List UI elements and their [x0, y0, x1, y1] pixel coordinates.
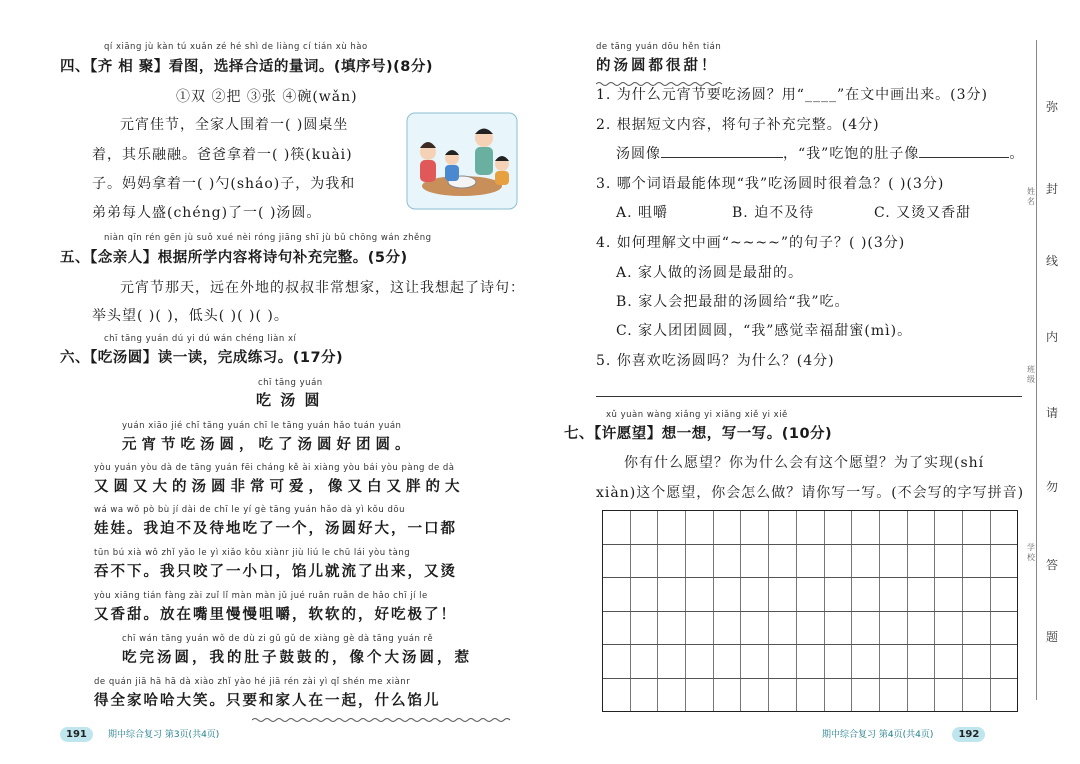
story-py-1: yuán xiāo jié chī tāng yuán chī le tāng yuán hǎo tuán yuán [122, 421, 402, 431]
seal-margin [1027, 0, 1080, 764]
seal-char: 弥 [1046, 100, 1059, 114]
q5-answer-line[interactable] [596, 396, 1022, 397]
q5-pinyin: niàn qīn rén gēn jù suǒ xué nèi róng jiāng shī jù bǔ chōng wán zhěng [104, 233, 432, 243]
story-py-5: yòu xiāng tián fàng zài zuǐ lǐ màn màn jǔ jué ruǎn ruǎn de hǎo chī jí le [94, 591, 428, 601]
q5-title: 五、【念亲人】根据所学内容将诗句补充完整。(5分) [60, 250, 408, 266]
seal-line [1036, 40, 1037, 700]
q4-line-4: 弟弟每人盛(chéng)了一( )汤圆。 [92, 205, 322, 221]
q4-option-a[interactable]: A. 家人做的汤圆是最甜的。 [616, 265, 804, 281]
grid-row [603, 578, 1017, 612]
seal-label: 名 [1027, 197, 1035, 206]
q4-line-3: 子。妈妈拿着一( )勺(sháo)子，为我和 [92, 176, 356, 192]
question-4: 4. 如何理解文中画“~~~~”的句子？( )(3分) [596, 235, 906, 251]
q2-blank-1[interactable] [661, 157, 783, 158]
q7-line-1: 你有什么愿望？你为什么会有这个愿望？为了实现(shí [624, 455, 985, 471]
seal-char: 勿 [1046, 480, 1059, 494]
q6-title: 六、【吃汤圆】读一读，完成练习。(17分) [60, 350, 344, 366]
seal-label: 校 [1027, 553, 1035, 562]
seal-char: 封 [1046, 182, 1059, 196]
q4-option-c[interactable]: C. 家人团团圆圆，“我”感觉幸福甜蜜(mì)。 [616, 323, 913, 339]
story-line-7-text: 得全家哈哈大笑。只要和家人在一起，什么馅儿 [94, 692, 441, 709]
seal-label: 学 [1027, 543, 1035, 552]
page-number-right: 192 [952, 727, 985, 742]
footer-left [60, 722, 219, 741]
q3-option-a[interactable]: A. 咀嚼 [616, 205, 669, 221]
q2-blank-2[interactable] [919, 157, 1009, 158]
wavy-underline-left [252, 708, 514, 714]
question-2-fill: 汤圆像 ，“我”吃饱的肚子像 。 [616, 146, 1025, 162]
seal-label: 班 [1027, 365, 1035, 374]
question-1: 1. 为什么元宵节要吃汤圆？用“____”在文中画出来。(3分) [596, 87, 988, 103]
seal-label: 级 [1027, 375, 1035, 384]
q4-pinyin: qí xiāng jù kàn tú xuǎn zé hé shì de liàng cí tián xù hào [104, 42, 368, 52]
grid-row [603, 645, 1017, 679]
grid-row [603, 679, 1017, 712]
story-line-3: 娃娃。我迫不及待地吃了一个，汤圆好大，一口都 [94, 520, 457, 537]
wavy-underline-right [596, 72, 724, 78]
story-title-pinyin: chī tāng yuán [258, 378, 323, 388]
page-number-left: 191 [60, 727, 93, 742]
q2-prefix: 汤圆像 [616, 146, 661, 162]
story-py-4: tūn bú xià wǒ zhǐ yǎo le yì xiǎo kǒu xiànr jiù liú le chū lái yòu tàng [94, 548, 411, 558]
q4-line-1: 元宵佳节，全家人围着一( )圆桌坐 [120, 117, 349, 133]
seal-char: 内 [1046, 330, 1059, 344]
q2-mid: ，“我”吃饱的肚子像 [783, 146, 920, 162]
q7-line-2: xiàn)这个愿望，你会怎么做？请你写一写。(不会写的字写拼音) [596, 485, 1025, 501]
seal-char: 请 [1046, 406, 1059, 420]
story-line-2: 又圆又大的汤圆非常可爱，像又白又胖的大 [94, 478, 465, 495]
q7-pinyin: xǔ yuàn wàng xiǎng yi xiǎng xiě yi xiě [606, 410, 788, 420]
q4-line-2: 着，其乐融融。爸爸拿着一( )筷(kuài) [92, 147, 353, 163]
footer-right [822, 722, 985, 741]
story-py-3: wá wa wǒ pò bù jí dài de chī le yí gè tāng yuán hǎo dà yì kǒu dōu [94, 505, 405, 515]
question-2: 2. 根据短文内容，将句子补充完整。(4分) [596, 117, 880, 133]
story-line-1: 元宵节吃汤圆，吃了汤圆好团圆。 [122, 436, 415, 453]
story-end-pinyin: de tāng yuán dōu hěn tián [596, 42, 722, 52]
story-py-7: de quán jiā hā hā dà xiào zhǐ yào hé jiā rén zài yì qǐ shén me xiànr [94, 677, 411, 687]
footer-label-left: 期中综合复习 第3页(共4页) [107, 730, 220, 740]
question-5: 5. 你喜欢吃汤圆吗？为什么？(4分) [596, 353, 835, 369]
story-line-6: 吃完汤圆，我的肚子鼓鼓的，像个大汤圆，惹 [122, 649, 472, 666]
story-py-6: chī wán tāng yuán wǒ de dù zi gǔ gǔ de xiàng gè dà tāng yuán rě [122, 634, 434, 644]
seal-char: 答 [1046, 558, 1059, 572]
family-illustration [406, 112, 518, 210]
q4-option-b[interactable]: B. 家人会把最甜的汤圆给“我”吃。 [616, 294, 850, 310]
grid-row [603, 545, 1017, 579]
q6-pinyin: chī tāng yuán dú yi dú wán chéng liàn xí [104, 334, 297, 344]
seal-char: 线 [1046, 254, 1059, 268]
q5-line-1: 元宵节那天，远在外地的叔叔非常想家，这让我想起了诗句： [120, 280, 525, 296]
seal-label: 姓 [1027, 187, 1035, 196]
grid-row [603, 511, 1017, 545]
q5-line-2: 举头望( )( )，低头( )( )( )。 [92, 308, 289, 324]
q3-option-b[interactable]: B. 迫不及待 [732, 205, 815, 221]
seal-char: 题 [1046, 630, 1059, 644]
story-line-4: 吞不下。我只咬了一小口，馅儿就流了出来，又烫 [94, 563, 457, 580]
footer-label-right: 期中综合复习 第4页(共4页) [822, 730, 934, 740]
q4-title: 四、【齐 相 聚】看图，选择合适的量词。(填序号)(8分) [60, 59, 433, 75]
q3-option-c[interactable]: C. 又烫又香甜 [874, 205, 972, 221]
story-py-2: yòu yuán yòu dà de tāng yuán fēi cháng kě ài xiàng yòu bái yòu pàng de dà [94, 463, 455, 473]
story-line-7 [94, 689, 441, 710]
q4-options: ①双 ②把 ③张 ④碗(wǎn) [176, 89, 358, 105]
q7-title: 七、【许愿望】想一想，写一写。(10分) [564, 426, 833, 442]
story-line-5: 又香甜。放在嘴里慢慢咀嚼，软软的，好吃极了！ [94, 606, 457, 623]
story-title: 吃 汤 圆 [256, 391, 322, 409]
question-3: 3. 哪个词语最能体现“我”吃汤圆时很着急？( )(3分) [596, 176, 945, 192]
grid-row [603, 612, 1017, 646]
story-end-text: 的汤圆都很甜！ [596, 57, 719, 74]
writing-grid[interactable] [602, 510, 1018, 712]
